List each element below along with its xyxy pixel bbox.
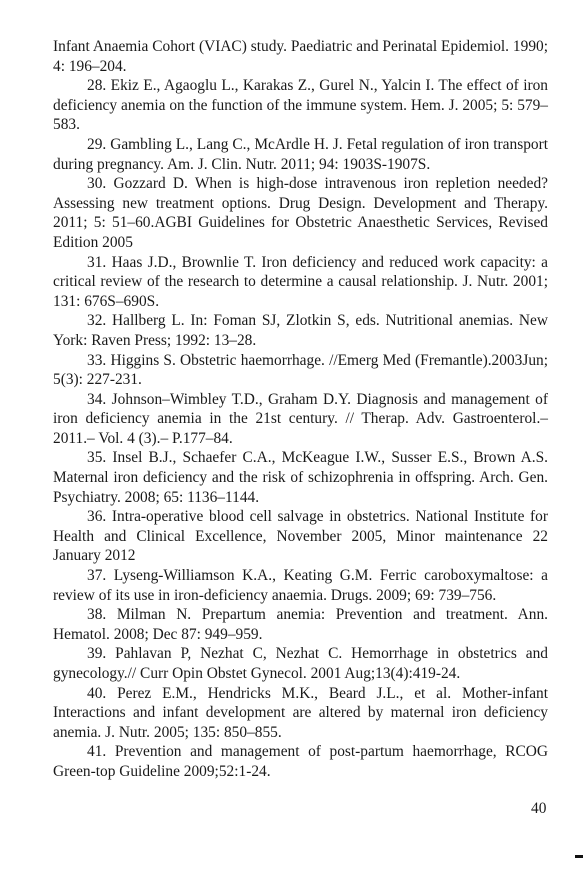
reference-entry: 30. Gozzard D. When is high-dose intravenous iron repletion needed? Assessing new treatment options. Drug Design. Development and Therapy. 2011; 5: 51–60.AGBI Guidelines for Obstetric Anaesthetic Services, Revised Edition 2005 [53, 175, 548, 251]
reference-page [53, 37, 548, 782]
reference-entry: 38. Milman N. Prepartum anemia: Prevention and treatment. Ann. Hematol. 2008; Dec 87: 949–959. [53, 606, 548, 643]
reference-entry: 39. Pahlavan P, Nezhat C, Nezhat C. Hemorrhage in obstetrics and gynecology.// Curr Opin Obstet Gynecol. 2001 Aug;13(4):419-24. [53, 645, 548, 682]
reference-entry: 32. Hallberg L. In: Foman SJ, Zlotkin S, eds. Nutritional anemias. New York: Raven Press; 1992: 13–28. [53, 312, 548, 349]
reference-entry: 40. Perez E.M., Hendricks M.K., Beard J.L., et al. Mother-infant Interactions and infant development are altered by maternal iron deficiency anemia. J. Nutr. 2005; 135: 850–855. [53, 684, 548, 741]
reference-entry: 36. Intra-operative blood cell salvage in obstetrics. National Institute for Health and Clinical Excellence, November 2005, Minor maintenance 22 January 2012 [53, 508, 548, 565]
reference-list [53, 37, 548, 782]
reference-entry: 29. Gambling L., Lang C., McArdle H. J. Fetal regulation of iron transport during pregnancy. Am. J. Clin. Nutr. 2011; 94: 1903S-1907S. [53, 135, 548, 173]
reference-entry: 41. Prevention and management of post-partum haemorrhage, RCOG Green-top Guideline 2009;52:1-24. [53, 743, 548, 780]
reference-entry-continued: Infant Anaemia Cohort (VIAC) study. Paediatric and Perinatal Epidemiol. 1990; 4: 196–204. [53, 38, 548, 75]
reference-entry: 31. Haas J.D., Brownlie T. Iron deficiency and reduced work capacity: a critical review of the research to determine a causal relationship. J. Nutr. 2001; 131: 676S–690S. [53, 253, 548, 310]
reference-entry: 33. Higgins S. Obstetric haemorrhage. //Emerg Med (Fremantle).2003Jun; 5(3): 227-231. [53, 351, 548, 389]
reference-entry: 28. Ekiz E., Agaoglu L., Karakas Z., Gurel N., Yalcin I. The effect of iron deficiency anemia on the function of the immune system. Hem. J. 2005; 5: 579–583. [53, 77, 548, 134]
reference-entry: 37. Lyseng-Williamson K.A., Keating G.M. Ferric caroboxymaltose: a review of its use in iron-deficiency anaemia. Drugs. 2009; 69: 739–756. [53, 567, 548, 604]
scan-edge-mark [575, 855, 583, 858]
reference-entry: 35. Insel B.J., Schaefer C.A., McKeague I.W., Susser E.S., Brown A.S. Maternal iron deficiency and the risk of schizophrenia in offspring. Arch. Gen. Psychiatry. 2008; 65: 1136–1144. [53, 449, 548, 506]
page-number: 40 [531, 800, 547, 817]
reference-entry: 34. Johnson–Wimbley T.D., Graham D.Y. Diagnosis and management of iron deficiency anemia in the 21st century. // Therap. Adv. Gastroenterol.– 2011.– Vol. 4 (3).– P.177–84. [53, 390, 548, 447]
